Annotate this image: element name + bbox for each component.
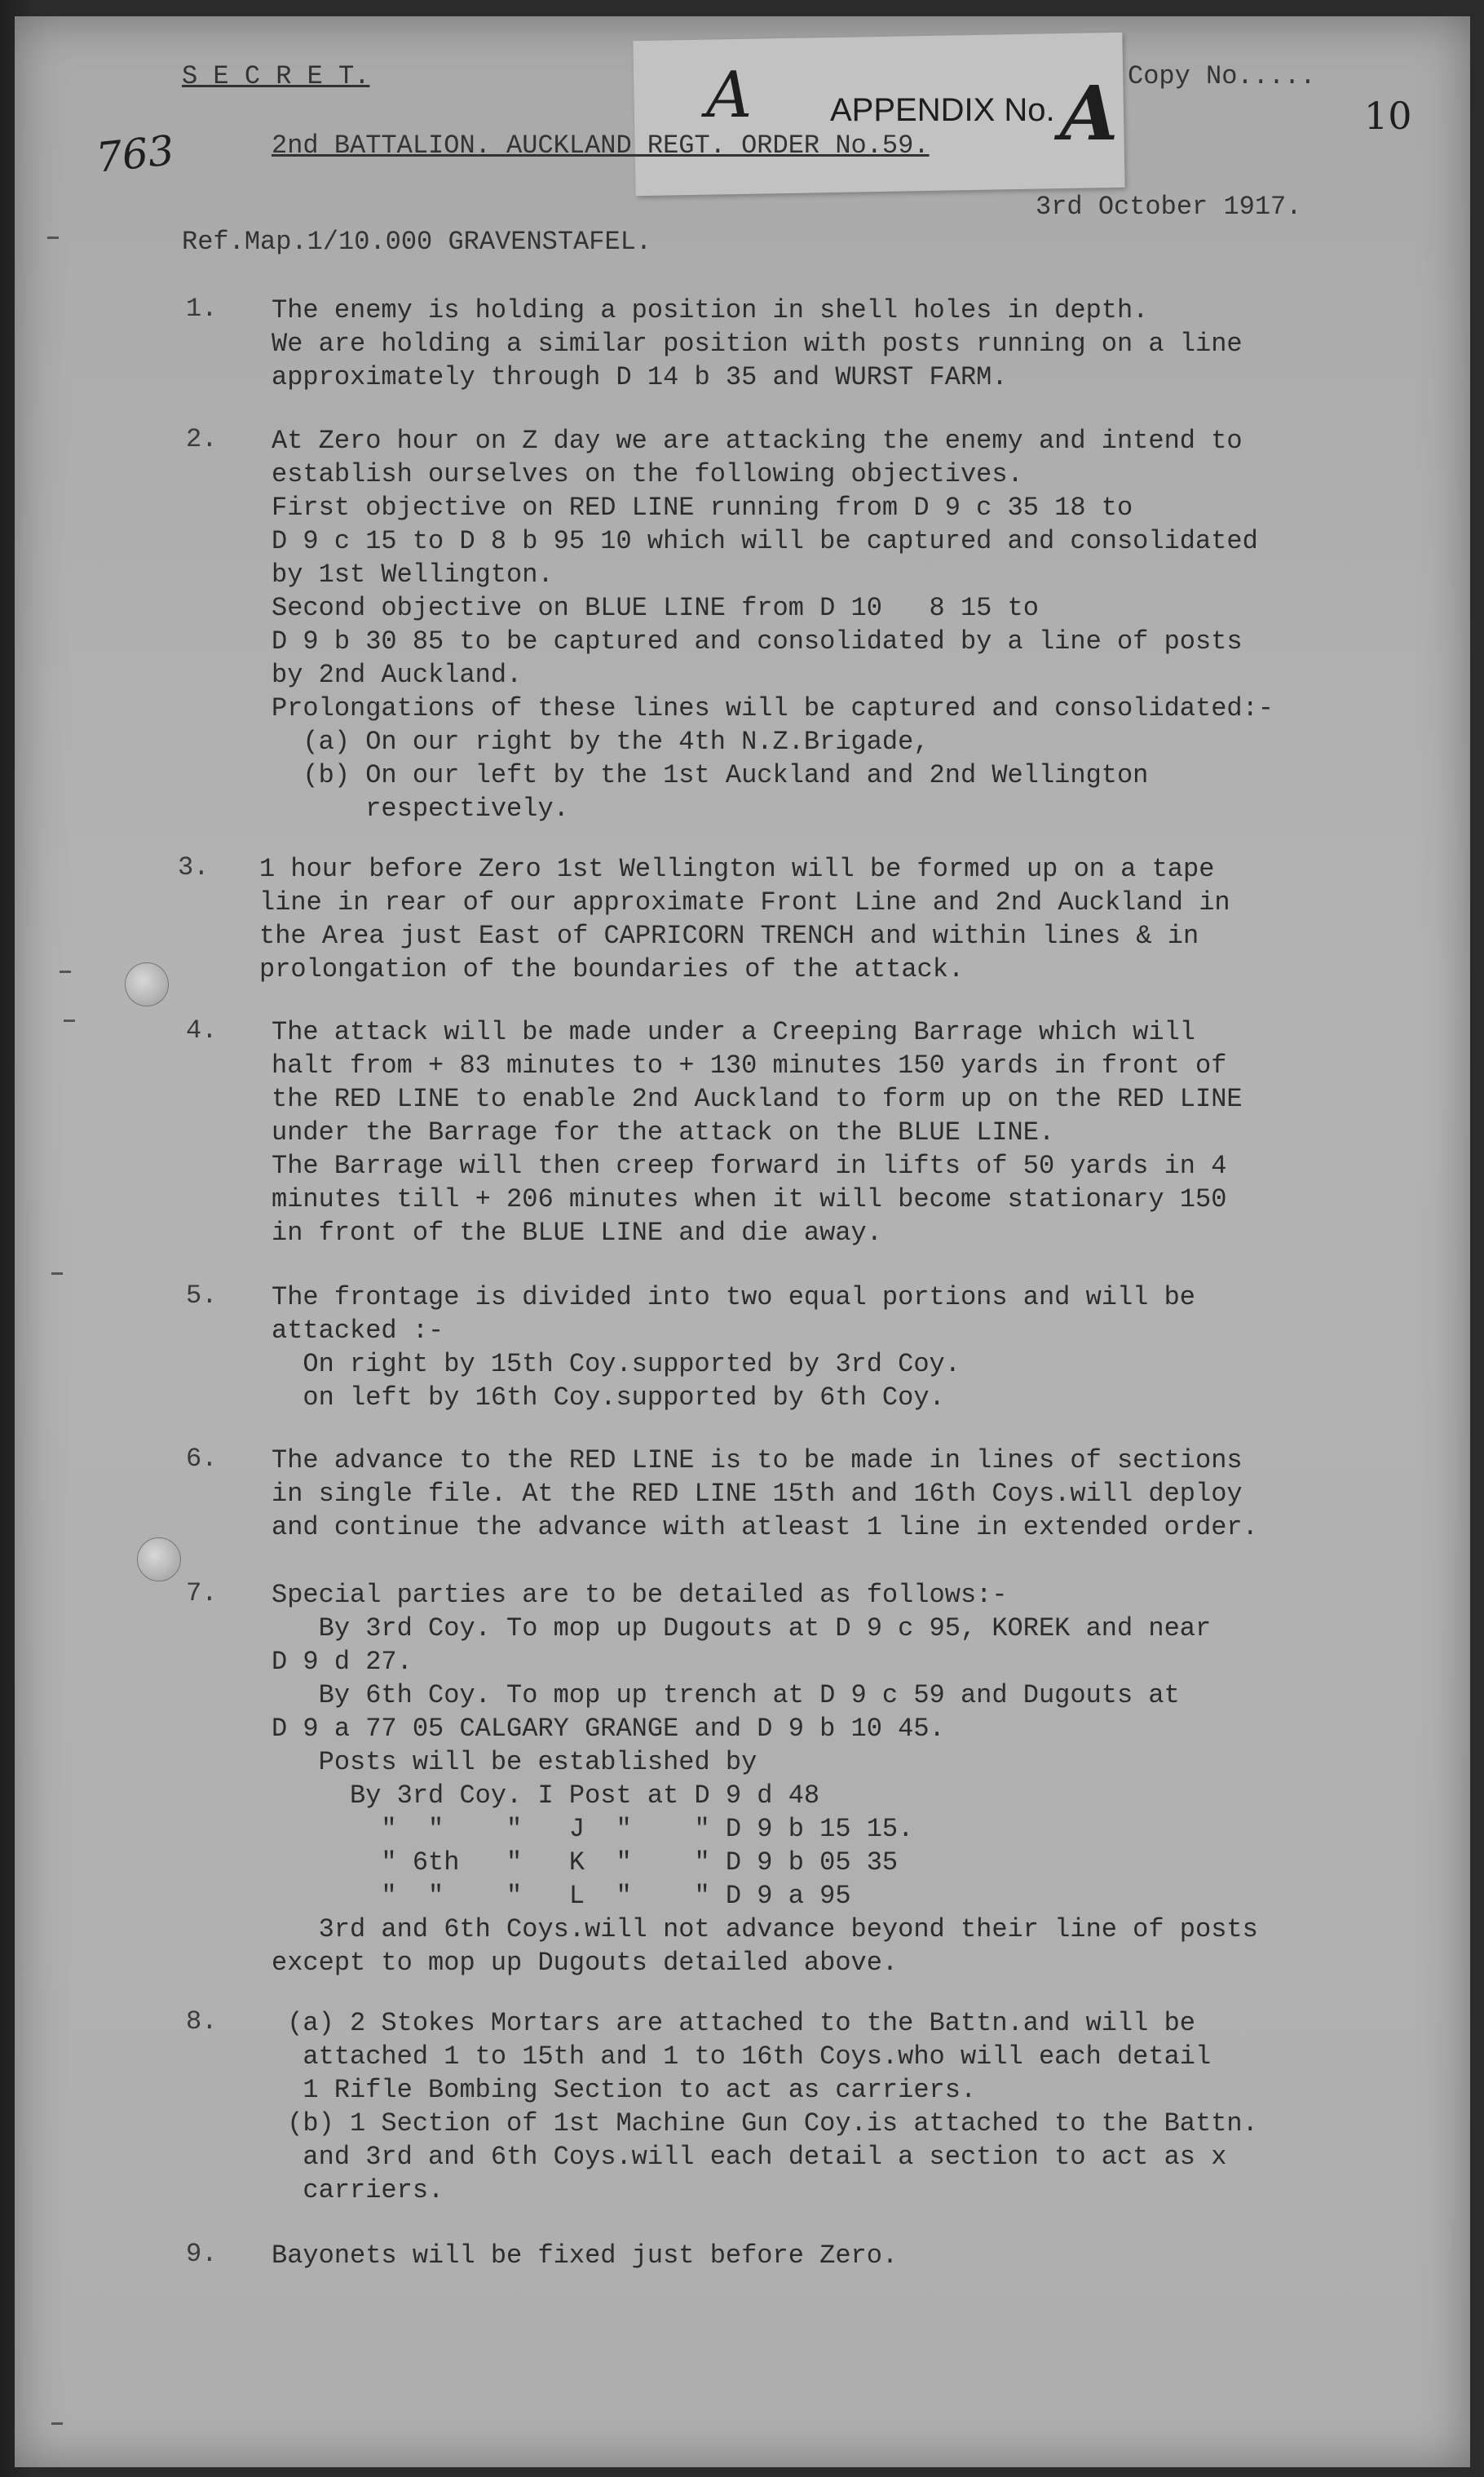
reference-map: Ref.Map.1/10.000 GRAVENSTAFEL. xyxy=(182,227,652,257)
copy-number-label: Copy No..... xyxy=(1128,61,1316,91)
order-date: 3rd October 1917. xyxy=(1036,192,1302,222)
paragraph-text: 1 hour before Zero 1st Wellington will be formed up on a tape line in rear of our approximate Front Line and 2nd Auckland in the Area just East of CAPRICORN TRENCH and within lines & in prolongation of the boundaries of the attack. xyxy=(259,854,1230,984)
paragraph-text: The advance to the RED LINE is to be made in lines of sections in single file. At the RED LINE 15th and 16th Coys.will deploy and continue the advance with atleast 1 line in extended order. xyxy=(272,1445,1258,1542)
classification-heading: S E C R E T. xyxy=(182,61,370,91)
page-number-annotation: 763 xyxy=(94,126,177,182)
paragraph-text: Bayonets will be fixed just before Zero. xyxy=(272,2240,899,2271)
margin-tick xyxy=(51,2422,63,2425)
paragraph-number: 6. xyxy=(186,1444,218,1474)
paragraph-text: Special parties are to be detailed as follows:- By 3rd Coy. To mop up Dugouts at D 9 c 95, KOREK and near D 9 d 27. By 6th Coy. To mop up trench at D 9 c 59 and Dugouts at D 9 a 77 05 CALGARY GRANGE and D 9 b 10 45. Posts will be established by By 3rd Coy. I Post at D 9 d 48 " " " J " " D 9 b 15 15. " 6th " K " " D 9 b 05 35 " " " L " " D 9 a 95 3rd and 6th Coys.will not advance beyond their line of posts except to mop up Dugouts detailed above. xyxy=(272,1580,1258,1978)
paragraph-number: 3. xyxy=(178,852,210,882)
punch-hole-upper xyxy=(125,962,169,1006)
paragraph-number: 4. xyxy=(186,1015,218,1046)
margin-tick xyxy=(47,237,59,239)
paragraph-number: 1. xyxy=(186,294,218,324)
margin-tick xyxy=(60,971,71,973)
margin-tick xyxy=(51,1272,63,1275)
appendix-label: APPENDIX No. xyxy=(830,92,1055,128)
paragraph-text: At Zero hour on Z day we are attacking the enemy and intend to establish ourselves on the following objectives. First objective on RED LINE running from D 9 c 35 18 to D 9 c 15 to D 8 b 95 10 which will be captured and consolidated by 1st Wellington. Second objective on BLUE LINE from D 10 8 15 to D 9 b 30 85 to be captured and consolidated by a line of posts by 2nd Auckland. Prolongations of these lines will be captured and consolidated:- (a) On our right by the 4th N.Z.Brigade, (b) On our left by the 1st Auckland and 2nd Wellington respectively. xyxy=(272,426,1274,824)
tab-handwritten-mark: A xyxy=(706,59,753,132)
paragraph-text: The attack will be made under a Creeping Barrage which will halt from + 83 minutes to + 130 minutes 150 yards in front of the RED LINE to enable 2nd Auckland to form up on the RED LINE under the Barrage for the attack on the BLUE LINE. The Barrage will then creep forward in lifts of 50 yards in 4 minutes till + 206 minutes when it will become stationary 150 in front of the BLUE LINE and die away. xyxy=(272,1017,1243,1248)
paragraph-number: 7. xyxy=(186,1578,218,1608)
punch-hole-lower xyxy=(137,1537,181,1581)
document-sheet xyxy=(15,16,1470,2467)
paragraph-number: 2. xyxy=(186,424,218,454)
appendix-letter: A xyxy=(1060,69,1119,157)
paragraph-number: 8. xyxy=(186,2006,218,2037)
paragraph-text: The frontage is divided into two equal portions and will be attacked :- On right by 15th Coy.supported by 3rd Coy. on left by 16th Coy.supported by 6th Coy. xyxy=(272,1282,1195,1413)
copy-number-value: 10 xyxy=(1364,94,1412,138)
paragraph-text: (a) 2 Stokes Mortars are attached to the Battn.and will be attached 1 to 15th and 1 to 16th Coys.who will each detail 1 Rifle Bombing Section to act as carriers. (b) 1 Section of 1st Machine Gun Coy.is attached to the Battn. and 3rd and 6th Coys.will each detail a section to act as x carriers. xyxy=(287,2008,1258,2205)
paragraph-number: 5. xyxy=(186,1281,218,1311)
margin-tick xyxy=(64,1020,75,1022)
order-title: 2nd BATTALION. AUCKLAND REGT. ORDER No.59. xyxy=(272,130,930,161)
paragraph-number: 9. xyxy=(186,2239,218,2269)
paragraph-text: The enemy is holding a position in shell holes in depth. We are holding a similar position with posts running on a line approximately through D 14 b 35 and WURST FARM. xyxy=(272,295,1243,392)
